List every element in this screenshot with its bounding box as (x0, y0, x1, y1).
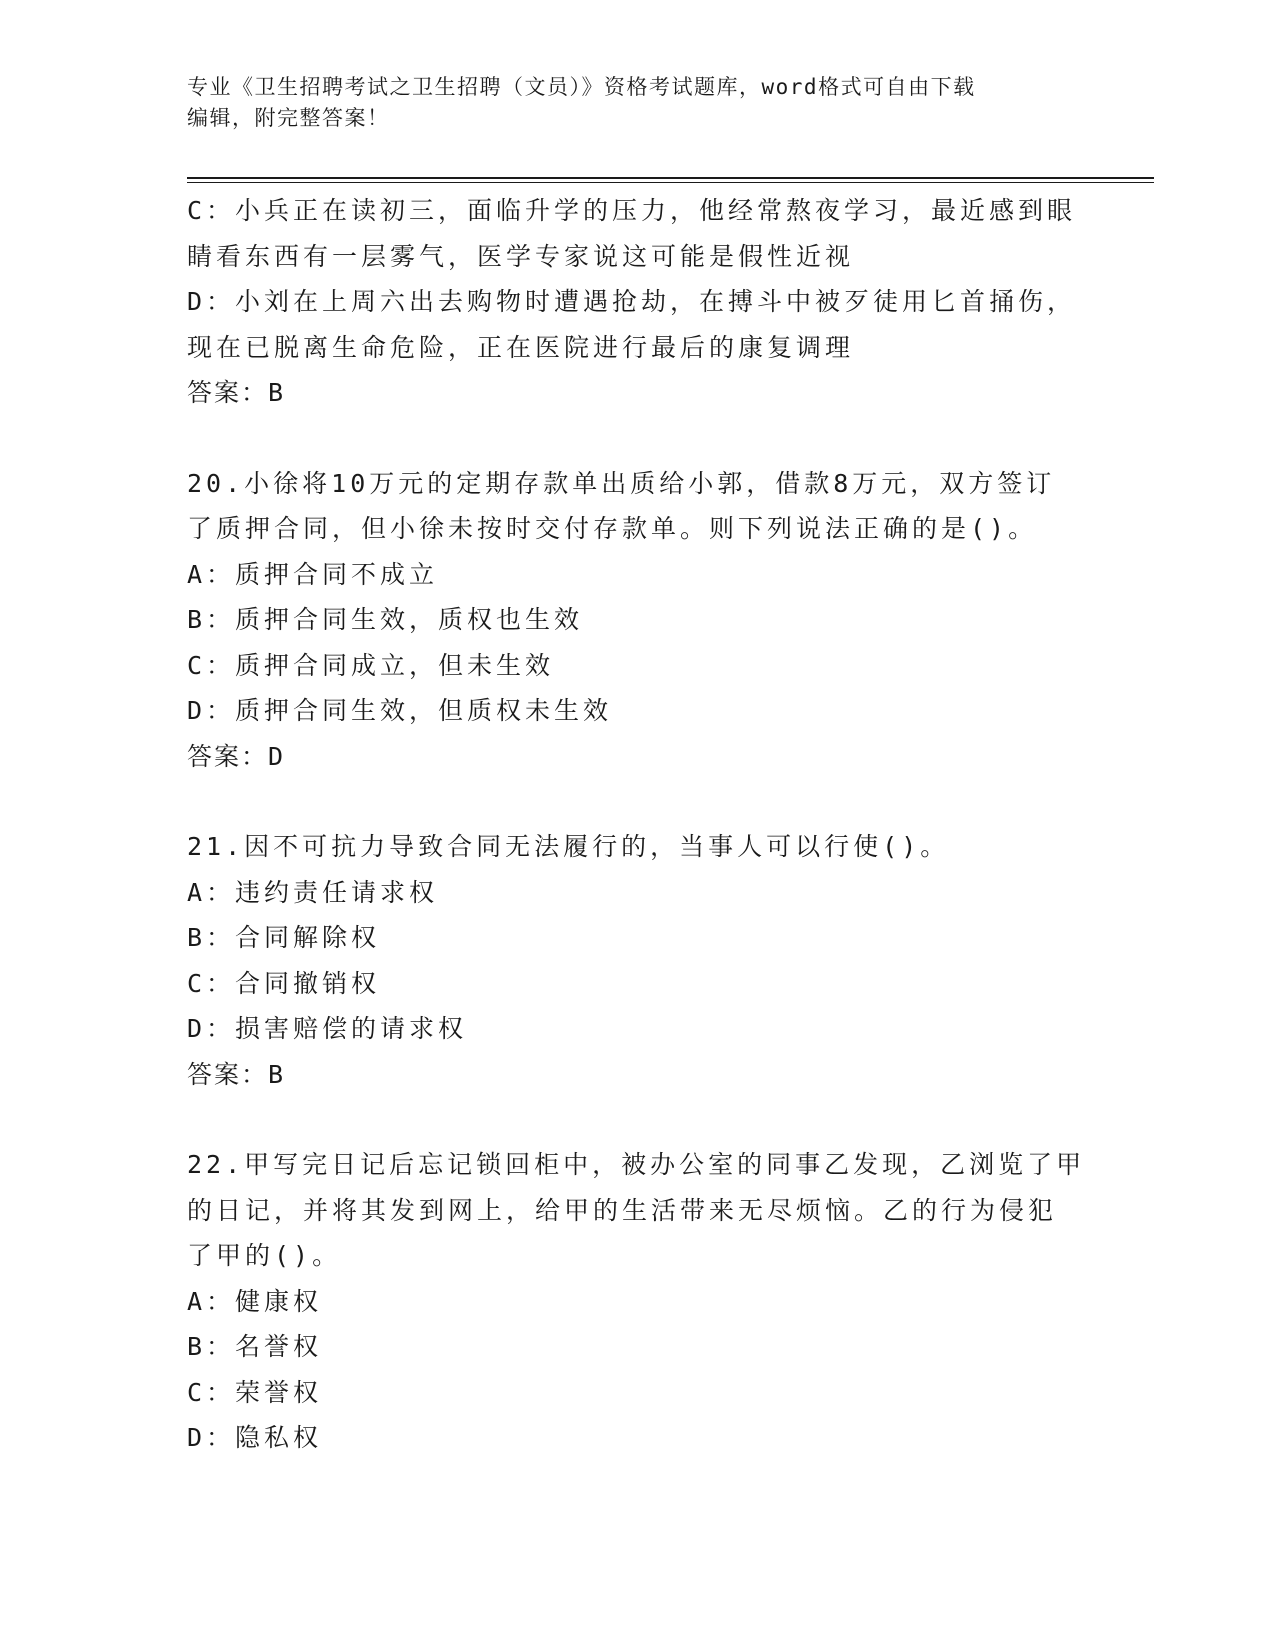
option-b: B：名誉权 (187, 1332, 323, 1361)
question-stem-line: 22.甲写完日记后忘记锁回柜中，被办公室的同事乙发现，乙浏览了甲 (187, 1150, 1086, 1179)
question-stem-line: 了甲的()。 (187, 1241, 342, 1270)
question-stem-line: 的日记，并将其发到网上，给甲的生活带来无尽烦恼。乙的行为侵犯 (187, 1195, 1058, 1225)
option-a: A：违约责任请求权 (187, 877, 439, 907)
option-d-line-2: 现在已脱离生命危险，正在医院进行最后的康复调理 (187, 332, 855, 362)
option-d-line-1: D：小刘在上周六出去购物时遭遇抢劫，在搏斗中被歹徒用匕首捅伤， (187, 287, 1077, 316)
option-d: D：损害赔偿的请求权 (187, 1014, 468, 1043)
option-d: D：隐私权 (187, 1423, 323, 1452)
option-c: C：合同撤销权 (187, 968, 381, 998)
option-d: D：质押合同生效，但质权未生效 (187, 696, 613, 725)
header-title-line-2: 编辑，附完整答案！ (187, 106, 390, 130)
question-21 (187, 824, 1087, 1097)
question-stem-line: 21.因不可抗力导致合同无法履行的，当事人可以行使()。 (187, 832, 950, 861)
spacer (187, 779, 1087, 824)
header-divider-thick (187, 177, 1154, 179)
document-header (187, 72, 1087, 134)
option-b: B：合同解除权 (187, 923, 381, 952)
option-a: A：质押合同不成立 (187, 559, 439, 589)
option-a: A：健康权 (187, 1286, 323, 1316)
spacer (187, 1097, 1087, 1142)
option-c-line-2: 睛看东西有一层雾气，医学专家说这可能是假性近视 (187, 241, 855, 271)
header-title-line-1: 专业《卫生招聘考试之卫生招聘（文员）》资格考试题库，word格式可自由下载 (187, 75, 976, 99)
question-stem-line: 20.小徐将10万元的定期存款单出质给小郭，借款8万元，双方签订 (187, 468, 1056, 498)
option-c-line-1: C：小兵正在读初三，面临升学的压力，他经常熬夜学习，最近感到眼 (187, 196, 1077, 225)
option-c: C：荣誉权 (187, 1377, 323, 1407)
question-20 (187, 461, 1087, 780)
question-list (187, 188, 1087, 1461)
header-divider-thin (187, 182, 1154, 183)
question-stem-line: 了质押合同，但小徐未按时交付存款单。则下列说法正确的是()。 (187, 514, 1038, 543)
answer-20: 答案：D (187, 741, 286, 771)
option-c: C：质押合同成立，但未生效 (187, 650, 555, 680)
answer-21: 答案：B (187, 1059, 286, 1089)
option-b: B：质押合同生效，质权也生效 (187, 605, 584, 634)
answer-19: 答案：B (187, 378, 286, 407)
spacer (187, 416, 1087, 461)
question-19-continuation (187, 188, 1087, 416)
question-22 (187, 1142, 1087, 1461)
